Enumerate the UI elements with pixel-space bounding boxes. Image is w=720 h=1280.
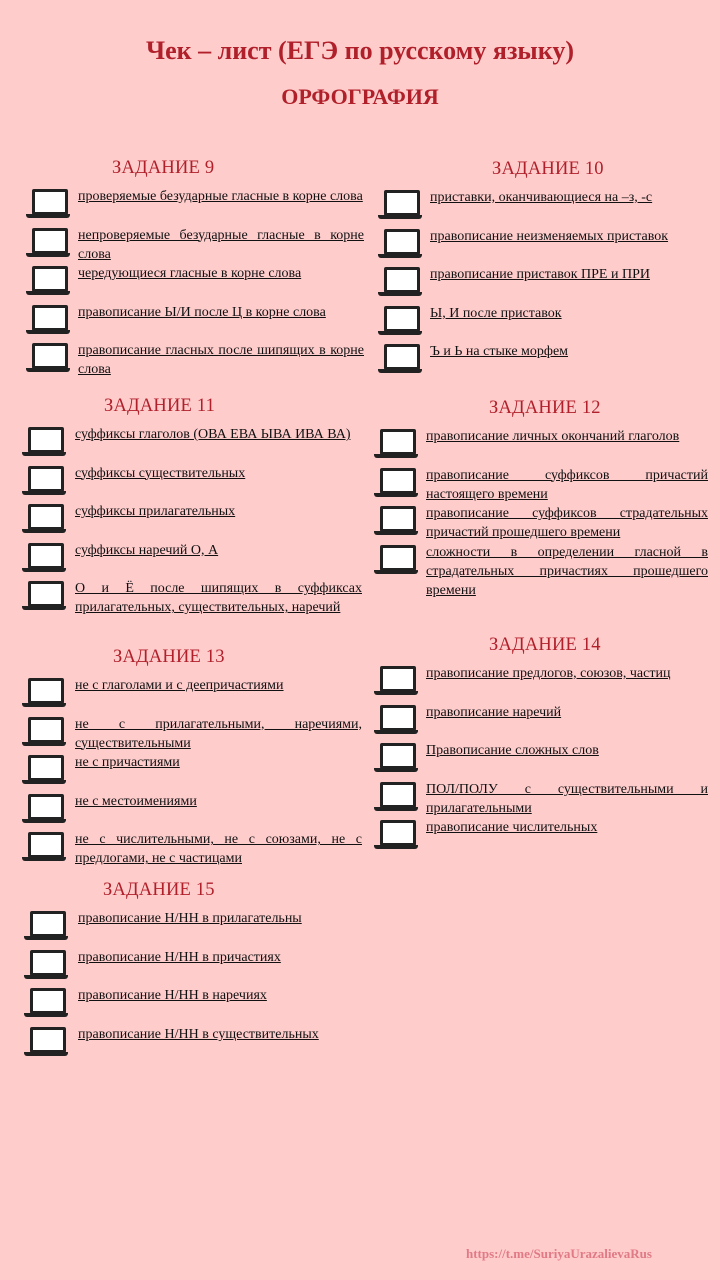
checklist-item[interactable]: [26, 341, 364, 380]
checklist-item[interactable]: [24, 948, 328, 987]
checklist-item[interactable]: [378, 265, 696, 304]
laptop-icon[interactable]: [374, 545, 422, 575]
checklist-item-text: приставки, оканчивающиеся на –з, -с: [430, 190, 653, 205]
laptop-icon[interactable]: [26, 228, 74, 258]
laptop-icon[interactable]: [22, 755, 70, 785]
checklist-item[interactable]: [26, 303, 364, 342]
laptop-icon[interactable]: [374, 506, 422, 536]
section-z15: [24, 880, 328, 1063]
laptop-icon[interactable]: [22, 427, 70, 457]
section-z14: [374, 635, 708, 857]
checklist-item[interactable]: [26, 264, 364, 303]
section-heading: ЗАДАНИЕ 9: [112, 158, 215, 178]
laptop-icon[interactable]: [26, 189, 74, 219]
checklist-item[interactable]: [22, 715, 362, 754]
laptop-icon[interactable]: [22, 794, 70, 824]
checklist-item-text: сложности в определении гласной в страдательных причастиях прошедшего времени: [426, 544, 708, 598]
laptop-icon[interactable]: [24, 988, 72, 1018]
laptop-icon[interactable]: [378, 190, 426, 220]
laptop-icon[interactable]: [22, 543, 70, 573]
checklist-item[interactable]: [24, 986, 328, 1025]
checklist-item-text: проверяемые безударные гласные в корне слова: [78, 189, 363, 204]
checklist-item[interactable]: [374, 664, 708, 703]
checklist-item[interactable]: [26, 187, 364, 226]
checklist-item-text: правописание наречий: [426, 704, 562, 720]
checklist-item-text: не с глаголами и с деепричастиями: [75, 678, 284, 693]
laptop-icon[interactable]: [378, 344, 426, 374]
checklist-item-text: не с местоимениями: [75, 793, 197, 809]
checklist-item[interactable]: [26, 226, 364, 265]
checklist-item-text: Ъ и Ь на стыке морфем: [430, 344, 569, 360]
checklist-item-text: правописание Н/НН в причастиях: [78, 949, 281, 965]
laptop-icon[interactable]: [22, 504, 70, 534]
laptop-icon[interactable]: [374, 666, 422, 696]
laptop-icon[interactable]: [374, 468, 422, 498]
laptop-icon[interactable]: [26, 305, 74, 335]
checklist-item[interactable]: [22, 579, 362, 618]
checklist-item-text: правописание предлогов, союзов, частиц: [426, 666, 671, 681]
checklist-item[interactable]: [378, 342, 696, 381]
laptop-icon[interactable]: [26, 266, 74, 296]
checklist-item-text: правописание неизменяемых приставок: [430, 228, 669, 244]
checklist-item[interactable]: [24, 1025, 328, 1064]
laptop-icon[interactable]: [374, 782, 422, 812]
section-z11: [22, 396, 362, 618]
section-z13: [22, 647, 362, 869]
checklist-item-text: непроверяемые безударные гласные в корне слова: [78, 227, 364, 262]
section-heading: ЗАДАНИЕ 10: [492, 159, 604, 179]
section-heading: ЗАДАНИЕ 11: [104, 396, 216, 416]
checklist-item-text: ПОЛ/ПОЛУ с существительными и прилагательными: [426, 781, 708, 816]
checklist-item[interactable]: [22, 676, 362, 715]
checklist-item-text: не с прилагательными, наречиями, существительными: [75, 716, 362, 751]
checklist-item[interactable]: [378, 227, 696, 266]
checklist-item-text: суффиксы прилагательных: [75, 504, 236, 520]
checklist-item[interactable]: [374, 818, 708, 857]
checklist-item[interactable]: [22, 830, 362, 869]
checklist-item-text: Правописание сложных слов: [426, 743, 599, 759]
section-heading: ЗАДАНИЕ 14: [489, 635, 601, 655]
section-z9: [26, 158, 364, 380]
checklist-item[interactable]: [374, 741, 708, 780]
checklist-item[interactable]: [22, 792, 362, 831]
laptop-icon[interactable]: [22, 678, 70, 708]
checklist-item[interactable]: [374, 504, 708, 543]
checklist-item-text: чередующиеся гласные в корне слова: [78, 266, 302, 282]
section-z10: [378, 159, 696, 381]
checklist-item[interactable]: [374, 780, 708, 819]
checklist-item[interactable]: [22, 753, 362, 792]
checklist-item-text: суффиксы существительных: [75, 465, 246, 481]
laptop-icon[interactable]: [378, 306, 426, 336]
checklist-item[interactable]: [22, 502, 362, 541]
laptop-icon[interactable]: [24, 1027, 72, 1057]
checklist-item[interactable]: [374, 703, 708, 742]
checklist-item[interactable]: [378, 188, 696, 227]
section-z12: [374, 398, 708, 598]
checklist-item[interactable]: [22, 541, 362, 580]
checklist-item-text: не с числительными, не с союзами, не с предлогами, не с частицами: [75, 832, 362, 867]
checklist-item-text: правописание суффиксов причастий настоящего времени: [426, 467, 708, 502]
laptop-icon[interactable]: [24, 950, 72, 980]
laptop-icon[interactable]: [378, 229, 426, 259]
checklist-item-text: суффиксы наречий О, А: [75, 542, 219, 558]
section-heading: ЗАДАНИЕ 13: [113, 647, 225, 667]
checklist-item-text: правописание приставок ПРЕ и ПРИ: [430, 267, 650, 283]
page-subtitle: ОРФОГРАФИЯ: [281, 84, 439, 109]
checklist-item[interactable]: [22, 464, 362, 503]
checklist-item-text: правописание Н/НН в существительных: [78, 1026, 319, 1042]
checklist-item-text: правописание Н/НН в наречиях: [78, 988, 267, 1004]
checklist-item[interactable]: [374, 466, 708, 505]
checklist-item[interactable]: [374, 543, 708, 598]
checklist-item-text: правописание Ы/И после Ц в корне слова: [78, 304, 326, 320]
checklist-item[interactable]: [374, 427, 708, 466]
checklist-item[interactable]: [24, 909, 328, 948]
section-heading: ЗАДАНИЕ 15: [103, 880, 215, 900]
laptop-icon[interactable]: [22, 832, 70, 862]
checklist-item-text: правописание личных окончаний глаголов: [426, 429, 680, 444]
laptop-icon[interactable]: [22, 466, 70, 496]
laptop-icon[interactable]: [374, 820, 422, 850]
page-title: Чек – лист (ЕГЭ по русскому языку): [146, 36, 574, 65]
laptop-icon[interactable]: [374, 429, 422, 459]
checklist-item-text: Ы, И после приставок: [430, 305, 562, 321]
checklist-item-text: правописание суффиксов страдательных причастий прошедшего времени: [426, 506, 708, 541]
checklist-item-text: не с причастиями: [75, 755, 180, 771]
checklist-item-text: суффиксы глаголов (ОВА ЕВА ЫВА ИВА ВА): [75, 427, 351, 442]
section-heading: ЗАДАНИЕ 12: [489, 398, 601, 418]
checklist-item-text: правописание гласных после шипящих в корне слова: [78, 343, 364, 378]
laptop-icon[interactable]: [22, 581, 70, 611]
laptop-icon[interactable]: [374, 705, 422, 735]
checklist-item[interactable]: [378, 304, 696, 343]
checklist-item-text: правописание числительных: [426, 820, 598, 836]
footer-link[interactable]: https://t.me/SuriyaUrazalievaRus: [466, 1246, 652, 1261]
laptop-icon[interactable]: [374, 743, 422, 773]
checklist-item-text: правописание Н/НН в прилагательны: [78, 911, 302, 926]
checklist-item-text: О и Ё после шипящих в суффиксах прилагательных, существительных, наречий: [75, 581, 362, 616]
laptop-icon[interactable]: [378, 267, 426, 297]
laptop-icon[interactable]: [26, 343, 74, 373]
laptop-icon[interactable]: [24, 911, 72, 941]
checklist-item[interactable]: [22, 425, 362, 464]
laptop-icon[interactable]: [22, 717, 70, 747]
